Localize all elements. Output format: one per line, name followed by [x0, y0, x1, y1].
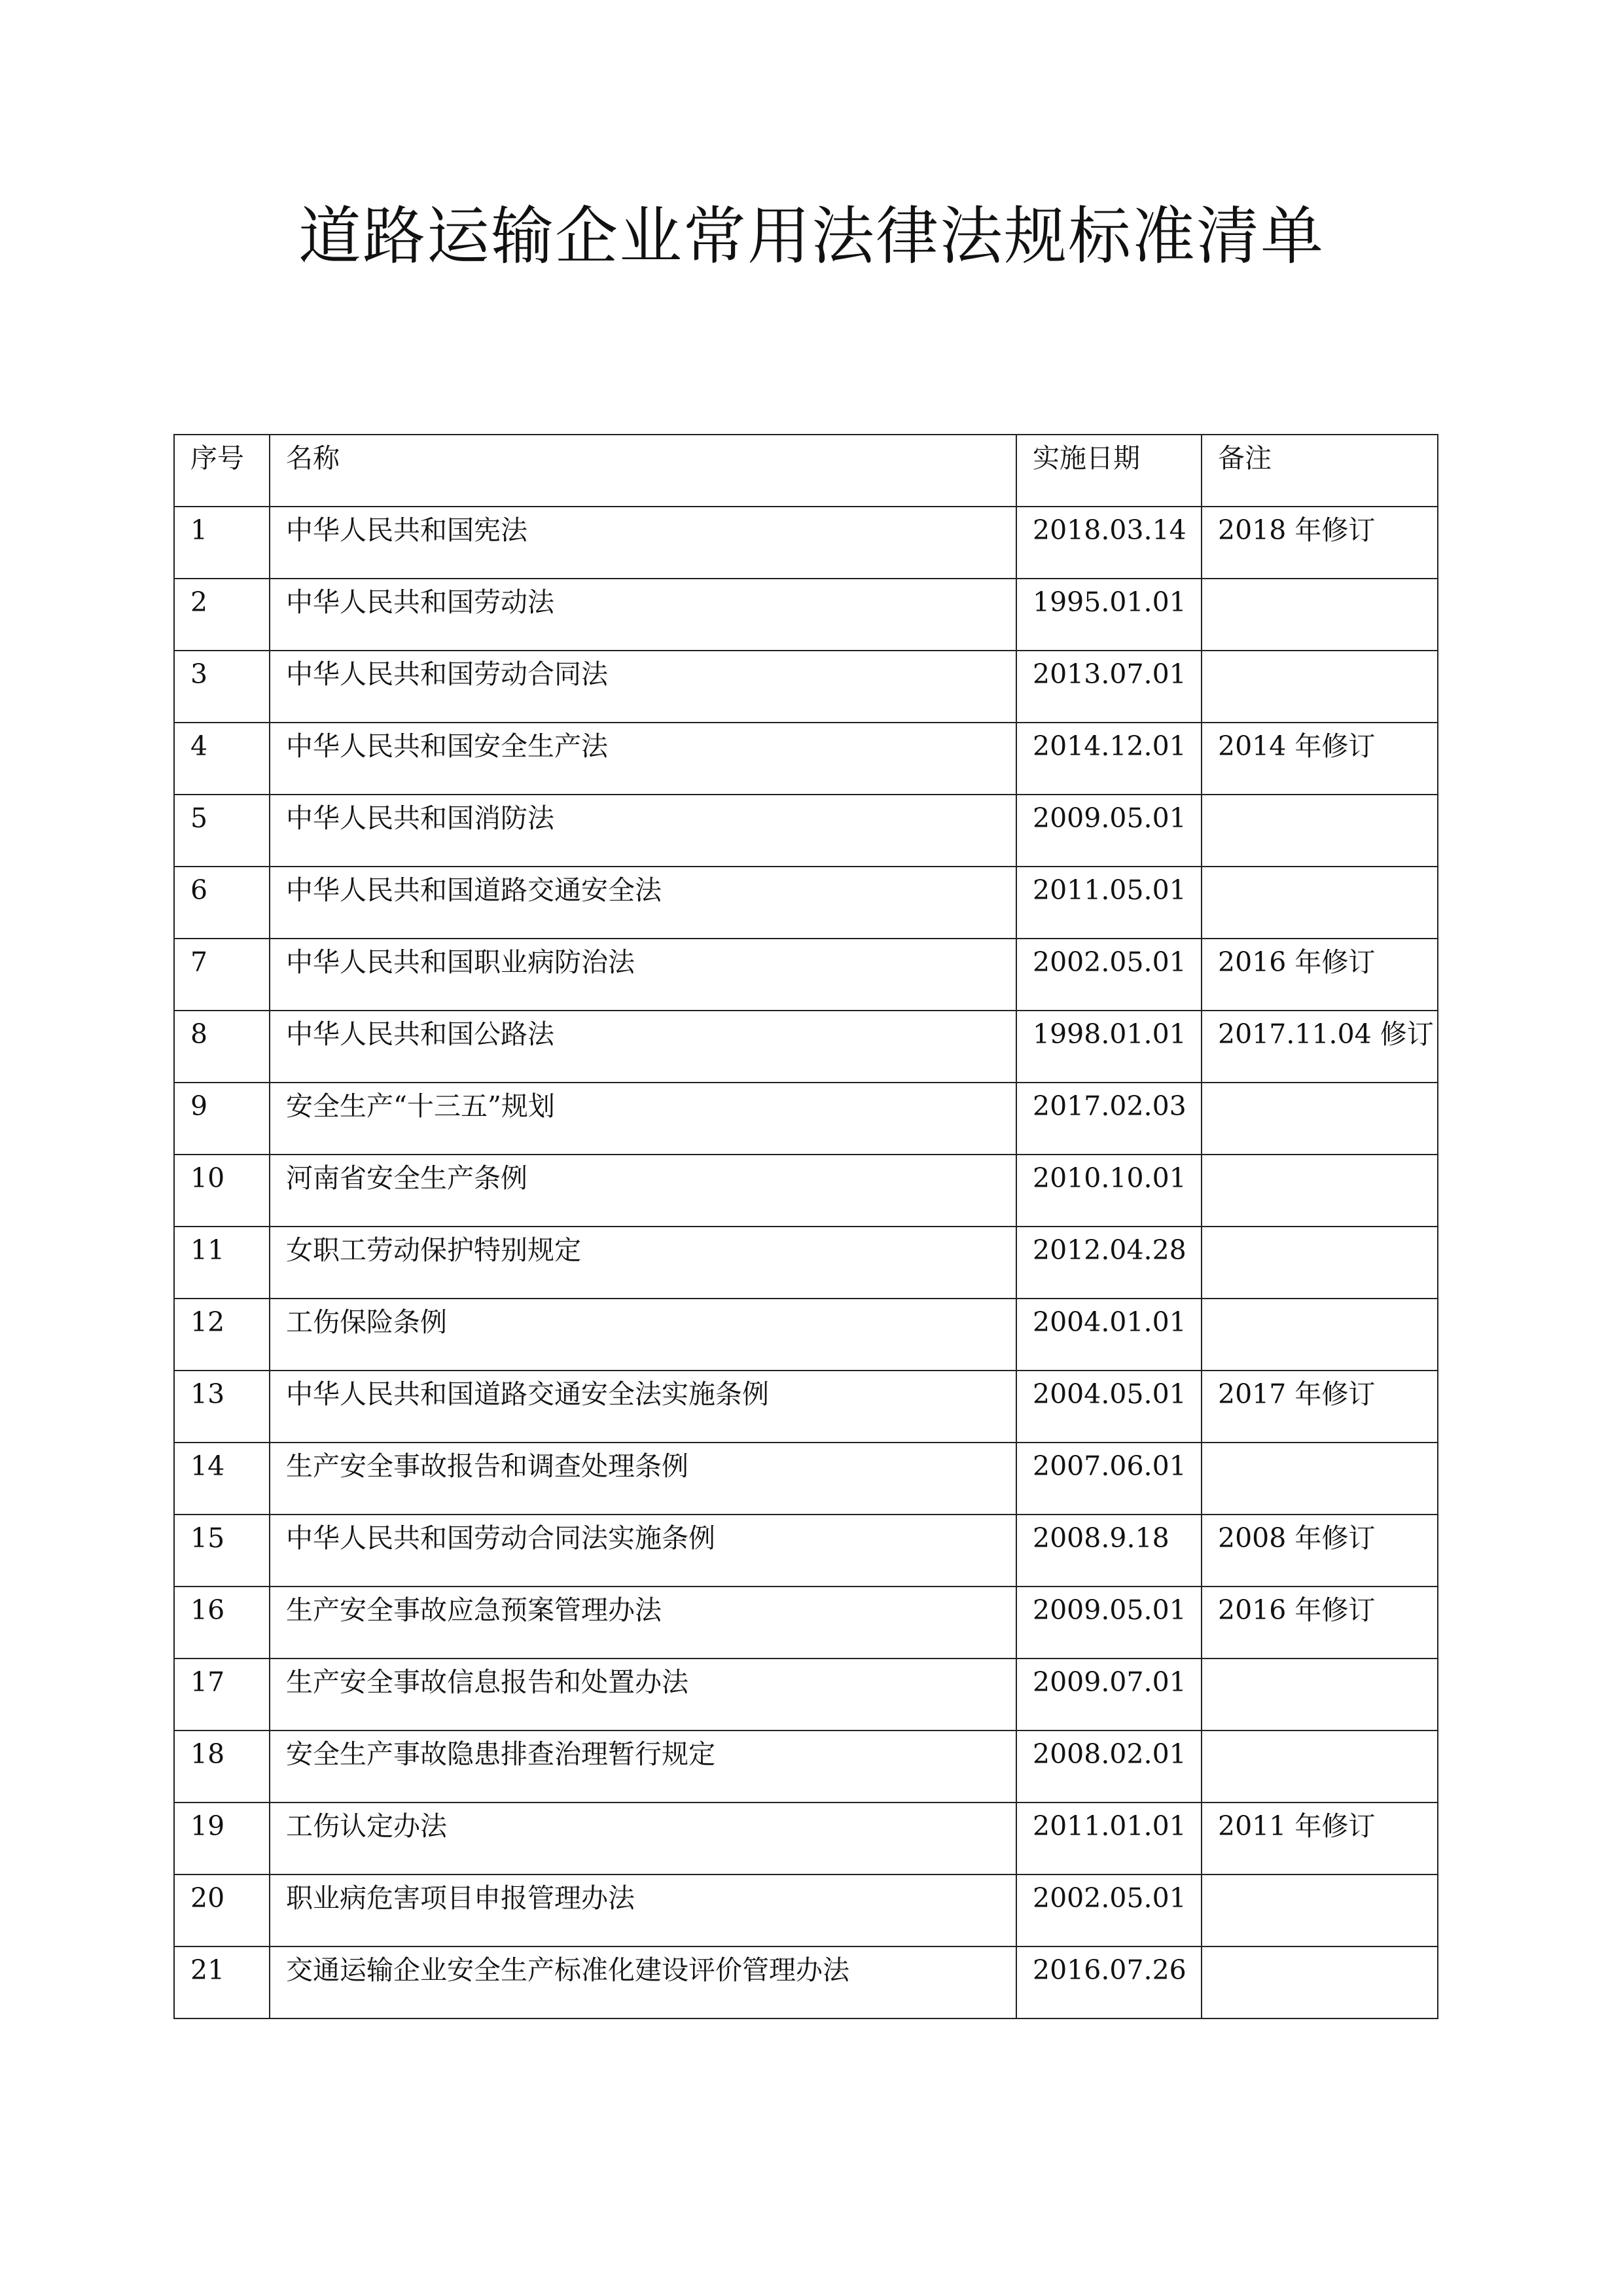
remark-cell	[1202, 1874, 1438, 1946]
effective-date-cell: 2011.05.01	[1016, 867, 1202, 939]
effective-date-cell: 2008.02.01	[1016, 1731, 1202, 1803]
row-number-cell: 19	[174, 1803, 270, 1874]
table-row	[174, 795, 1438, 867]
effective-date-cell: 2018.03.14	[1016, 507, 1202, 579]
law-name-cell: 生产安全事故信息报告和处置办法	[270, 1659, 1016, 1731]
table-header-row	[174, 435, 1438, 507]
table-row	[174, 1155, 1438, 1227]
remark-cell	[1202, 1946, 1438, 2018]
remark-cell: 2014 年修订	[1202, 723, 1438, 795]
table-row	[174, 1299, 1438, 1371]
remark-cell	[1202, 1659, 1438, 1731]
law-name-cell: 工伤认定办法	[270, 1803, 1016, 1874]
row-number-cell: 17	[174, 1659, 270, 1731]
table-row	[174, 1587, 1438, 1659]
row-number-cell: 13	[174, 1371, 270, 1443]
row-number-cell: 15	[174, 1515, 270, 1587]
law-name-cell: 中华人民共和国职业病防治法	[270, 939, 1016, 1011]
law-name-cell: 中华人民共和国公路法	[270, 1011, 1016, 1083]
table-row	[174, 1731, 1438, 1803]
effective-date-cell: 2012.04.28	[1016, 1227, 1202, 1299]
law-name-cell: 中华人民共和国道路交通安全法	[270, 867, 1016, 939]
remark-cell	[1202, 1731, 1438, 1803]
row-number-cell: 5	[174, 795, 270, 867]
row-number-cell: 7	[174, 939, 270, 1011]
law-name-cell: 中华人民共和国消防法	[270, 795, 1016, 867]
effective-date-cell: 2013.07.01	[1016, 651, 1202, 723]
remark-cell: 2011 年修订	[1202, 1803, 1438, 1874]
law-name-cell: 中华人民共和国宪法	[270, 507, 1016, 579]
table-row	[174, 867, 1438, 939]
table-row	[174, 651, 1438, 723]
remark-cell: 2016 年修订	[1202, 939, 1438, 1011]
header-no: 序号	[174, 435, 270, 507]
row-number-cell: 2	[174, 579, 270, 651]
row-number-cell: 11	[174, 1227, 270, 1299]
table-row	[174, 1874, 1438, 1946]
row-number-cell: 21	[174, 1946, 270, 2018]
effective-date-cell: 2009.07.01	[1016, 1659, 1202, 1731]
table-row	[174, 1443, 1438, 1515]
effective-date-cell: 2009.05.01	[1016, 1587, 1202, 1659]
effective-date-cell: 2002.05.01	[1016, 939, 1202, 1011]
remark-cell: 2017.11.04 修订	[1202, 1011, 1438, 1083]
remark-cell: 2017 年修订	[1202, 1371, 1438, 1443]
header-date: 实施日期	[1016, 435, 1202, 507]
row-number-cell: 4	[174, 723, 270, 795]
row-number-cell: 16	[174, 1587, 270, 1659]
remark-cell: 2018 年修订	[1202, 507, 1438, 579]
table-row	[174, 579, 1438, 651]
remark-cell	[1202, 795, 1438, 867]
law-name-cell: 中华人民共和国劳动合同法实施条例	[270, 1515, 1016, 1587]
law-name-cell: 中华人民共和国劳动合同法	[270, 651, 1016, 723]
effective-date-cell: 2004.05.01	[1016, 1371, 1202, 1443]
effective-date-cell: 2010.10.01	[1016, 1155, 1202, 1227]
remark-cell: 2008 年修订	[1202, 1515, 1438, 1587]
row-number-cell: 12	[174, 1299, 270, 1371]
table-row	[174, 1515, 1438, 1587]
remark-cell	[1202, 651, 1438, 723]
table-row	[174, 507, 1438, 579]
remark-cell: 2016 年修订	[1202, 1587, 1438, 1659]
table-row	[174, 1371, 1438, 1443]
table-row	[174, 1227, 1438, 1299]
table-row	[174, 723, 1438, 795]
row-number-cell: 6	[174, 867, 270, 939]
effective-date-cell: 2007.06.01	[1016, 1443, 1202, 1515]
table-row	[174, 939, 1438, 1011]
law-name-cell: 生产安全事故报告和调查处理条例	[270, 1443, 1016, 1515]
law-name-cell: 女职工劳动保护特别规定	[270, 1227, 1016, 1299]
effective-date-cell: 2002.05.01	[1016, 1874, 1202, 1946]
law-name-cell: 工伤保险条例	[270, 1299, 1016, 1371]
effective-date-cell: 2004.01.01	[1016, 1299, 1202, 1371]
row-number-cell: 3	[174, 651, 270, 723]
law-name-cell: 中华人民共和国劳动法	[270, 579, 1016, 651]
row-number-cell: 18	[174, 1731, 270, 1803]
effective-date-cell: 2009.05.01	[1016, 795, 1202, 867]
row-number-cell: 14	[174, 1443, 270, 1515]
table-body	[174, 507, 1438, 2018]
remark-cell	[1202, 1155, 1438, 1227]
law-name-cell: 交通运输企业安全生产标准化建设评价管理办法	[270, 1946, 1016, 2018]
table-row	[174, 1946, 1438, 2018]
law-name-cell: 河南省安全生产条例	[270, 1155, 1016, 1227]
law-list-table	[173, 434, 1438, 2019]
row-number-cell: 9	[174, 1083, 270, 1155]
effective-date-cell: 2011.01.01	[1016, 1803, 1202, 1874]
remark-cell	[1202, 1443, 1438, 1515]
table-row	[174, 1803, 1438, 1874]
row-number-cell: 8	[174, 1011, 270, 1083]
row-number-cell: 10	[174, 1155, 270, 1227]
law-name-cell: 生产安全事故应急预案管理办法	[270, 1587, 1016, 1659]
remark-cell	[1202, 579, 1438, 651]
law-name-cell: 中华人民共和国道路交通安全法实施条例	[270, 1371, 1016, 1443]
table-row	[174, 1659, 1438, 1731]
remark-cell	[1202, 867, 1438, 939]
effective-date-cell: 2017.02.03	[1016, 1083, 1202, 1155]
header-name: 名称	[270, 435, 1016, 507]
effective-date-cell: 1995.01.01	[1016, 579, 1202, 651]
effective-date-cell: 2008.9.18	[1016, 1515, 1202, 1587]
row-number-cell: 20	[174, 1874, 270, 1946]
law-name-cell: 中华人民共和国安全生产法	[270, 723, 1016, 795]
law-name-cell: 职业病危害项目申报管理办法	[270, 1874, 1016, 1946]
remark-cell	[1202, 1299, 1438, 1371]
header-note: 备注	[1202, 435, 1438, 507]
table-row	[174, 1011, 1438, 1083]
law-name-cell: 安全生产“十三五”规划	[270, 1083, 1016, 1155]
row-number-cell: 1	[174, 507, 270, 579]
remark-cell	[1202, 1227, 1438, 1299]
table-row	[174, 1083, 1438, 1155]
law-name-cell: 安全生产事故隐患排查治理暂行规定	[270, 1731, 1016, 1803]
effective-date-cell: 2016.07.26	[1016, 1946, 1202, 2018]
effective-date-cell: 1998.01.01	[1016, 1011, 1202, 1083]
effective-date-cell: 2014.12.01	[1016, 723, 1202, 795]
remark-cell	[1202, 1083, 1438, 1155]
page-title: 道路运输企业常用法律法规标准清单	[298, 200, 1325, 273]
